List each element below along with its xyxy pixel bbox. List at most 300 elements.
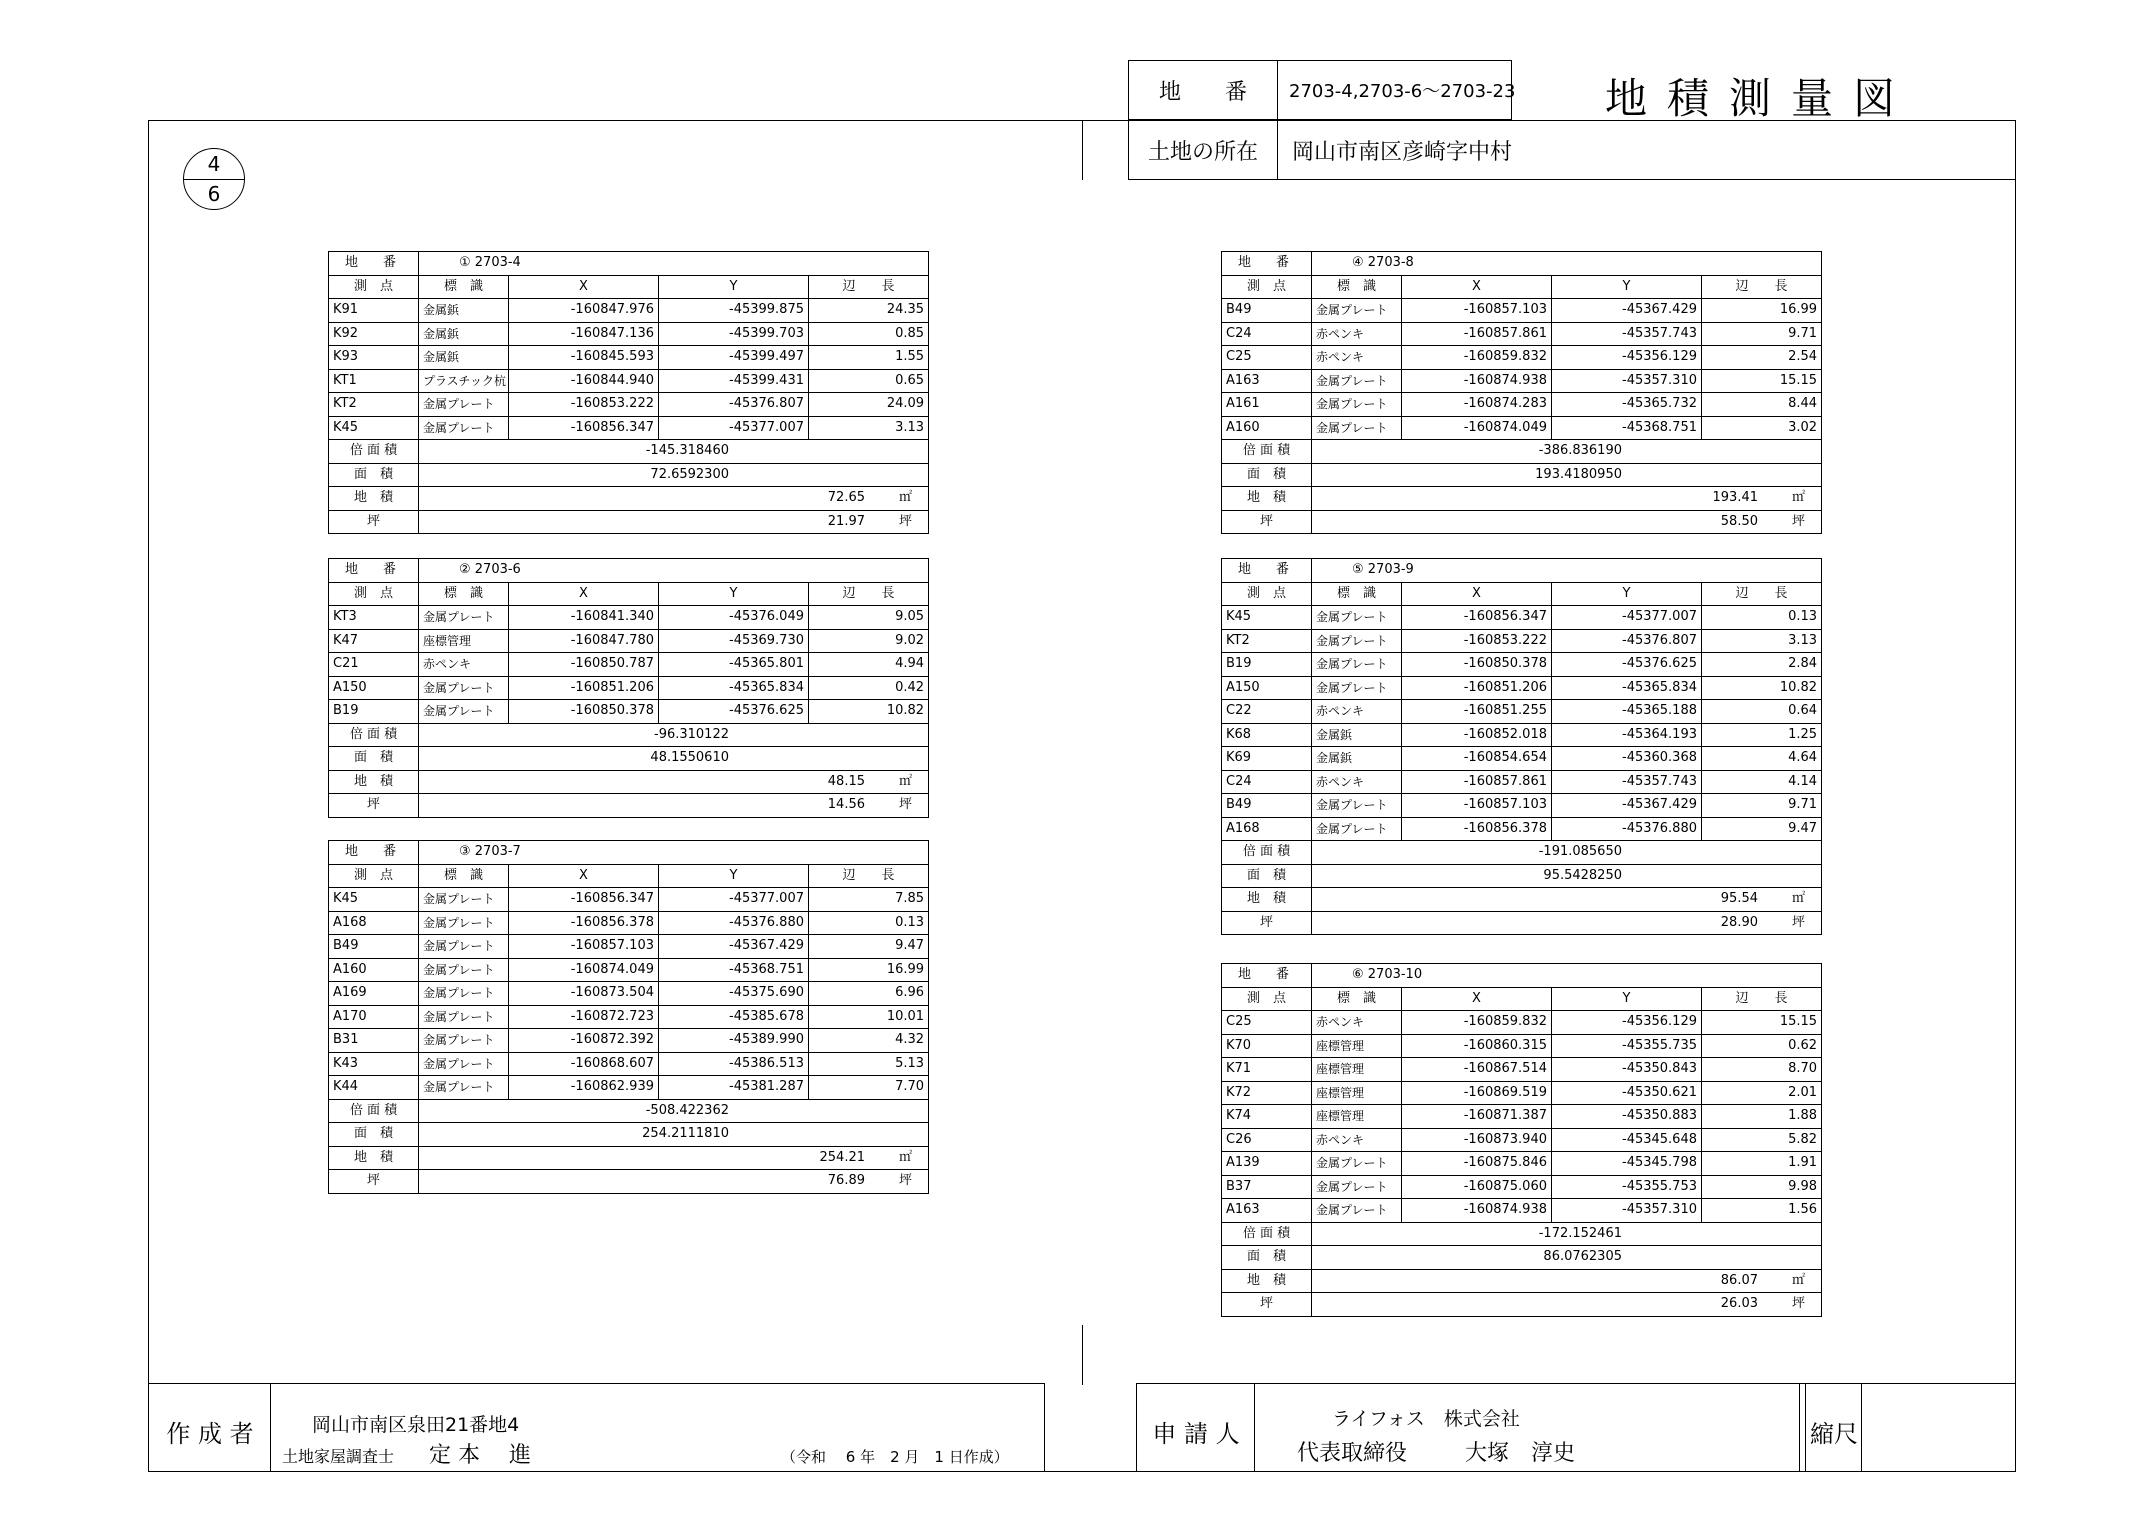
double-area-cell <box>419 440 929 464</box>
column-header-row <box>329 582 929 606</box>
area-label: 面 積 <box>1222 864 1312 888</box>
land-area-value: 72.65 <box>827 490 865 506</box>
edge-length: 6.96 <box>809 982 929 1006</box>
x-coordinate: -160874.049 <box>1402 416 1552 440</box>
x-coordinate: -160856.347 <box>509 416 659 440</box>
table-row <box>1222 299 1822 323</box>
tsubo-row <box>329 510 929 534</box>
x-coordinate: -160874.938 <box>1402 1199 1552 1223</box>
marker-type: 金属プレート <box>419 700 509 724</box>
parcel-row <box>329 252 929 276</box>
marker-type: 赤ペンキ <box>1312 346 1402 370</box>
y-coordinate: -45367.429 <box>659 935 809 959</box>
x-coordinate: -160856.347 <box>509 888 659 912</box>
x-coordinate: -160844.940 <box>509 369 659 393</box>
land-area-unit: ㎡ <box>1792 490 1806 506</box>
column-header-row <box>1222 275 1822 299</box>
column-header-row <box>1222 582 1822 606</box>
point-id: B19 <box>1222 653 1312 677</box>
x-coordinate: -160860.315 <box>1402 1034 1552 1058</box>
scale-divider <box>1799 1384 1806 1471</box>
land-area-row <box>329 770 929 794</box>
x-coordinate: -160851.255 <box>1402 700 1552 724</box>
applicant-role: 代表取締役 <box>1297 1441 1408 1466</box>
marker-type: 金属プレート <box>419 416 509 440</box>
y-coordinate: -45369.730 <box>659 629 809 653</box>
parcel-row <box>329 559 929 583</box>
col-header-point: 測 点 <box>1222 987 1312 1011</box>
x-coordinate: -160845.593 <box>509 346 659 370</box>
location-label: 土地の所在 <box>1129 121 1278 179</box>
sheet-number-badge <box>183 148 245 210</box>
col-header-x: X <box>1402 582 1552 606</box>
edge-length: 24.35 <box>809 299 929 323</box>
marker-type: 金属プレート <box>419 1005 509 1029</box>
tsubo-unit: 坪 <box>1792 513 1806 529</box>
tsubo-cell <box>1312 911 1822 935</box>
marker-type: 金属プレート <box>1312 629 1402 653</box>
table-row <box>329 346 929 370</box>
edge-length: 9.02 <box>809 629 929 653</box>
x-coordinate: -160854.654 <box>1402 747 1552 771</box>
land-area-value: 193.41 <box>1712 490 1758 506</box>
area-value: 48.1550610 <box>650 750 729 766</box>
area-row <box>329 1123 929 1147</box>
double-area-label: 倍 面 積 <box>1222 1222 1312 1246</box>
land-area-label: 地 積 <box>1222 487 1312 511</box>
point-id: A160 <box>329 958 419 982</box>
marker-type: 金属プレート <box>419 1029 509 1053</box>
land-area-row <box>1222 487 1822 511</box>
parcel-row <box>329 841 929 865</box>
y-coordinate: -45365.801 <box>659 653 809 677</box>
x-coordinate: -160875.846 <box>1402 1152 1552 1176</box>
y-coordinate: -45365.834 <box>1552 676 1702 700</box>
point-id: B19 <box>329 700 419 724</box>
area-label: 面 積 <box>329 1123 419 1147</box>
table-row <box>329 888 929 912</box>
edge-length: 1.55 <box>809 346 929 370</box>
marker-type: 金属プレート <box>419 888 509 912</box>
tsubo-label: 坪 <box>1222 1293 1312 1317</box>
area-cell <box>419 463 929 487</box>
marker-type: 金属プレート <box>1312 299 1402 323</box>
edge-length: 2.01 <box>1702 1081 1822 1105</box>
creator-label: 作 成 者 <box>166 1420 254 1448</box>
marker-type: 金属鋲 <box>419 299 509 323</box>
point-id: A170 <box>329 1005 419 1029</box>
area-label: 面 積 <box>329 747 419 771</box>
table-row <box>329 299 929 323</box>
table-row <box>1222 1034 1822 1058</box>
x-coordinate: -160859.832 <box>1402 1011 1552 1035</box>
double-area-value: -191.085650 <box>1538 844 1622 860</box>
y-coordinate: -45365.188 <box>1552 700 1702 724</box>
point-id: K44 <box>329 1076 419 1100</box>
edge-length: 10.82 <box>1702 676 1822 700</box>
y-coordinate: -45377.007 <box>1552 606 1702 630</box>
marker-type: 金属プレート <box>1312 1175 1402 1199</box>
point-id: C24 <box>1222 770 1312 794</box>
land-area-row <box>329 487 929 511</box>
tsubo-value: 28.90 <box>1720 914 1758 930</box>
x-coordinate: -160859.832 <box>1402 346 1552 370</box>
land-area-label: 地 積 <box>329 487 419 511</box>
point-id: K69 <box>1222 747 1312 771</box>
x-coordinate: -160850.378 <box>1402 653 1552 677</box>
point-id: B49 <box>1222 299 1312 323</box>
y-coordinate: -45389.990 <box>659 1029 809 1053</box>
y-coordinate: -45385.678 <box>659 1005 809 1029</box>
marker-type: プラスチック杭 <box>419 369 509 393</box>
col-header-y: Y <box>659 582 809 606</box>
land-area-unit: ㎡ <box>899 773 913 789</box>
creator-label-cell <box>149 1384 271 1471</box>
y-coordinate: -45377.007 <box>659 416 809 440</box>
edge-length: 9.47 <box>809 935 929 959</box>
tsubo-unit: 坪 <box>899 1173 913 1189</box>
y-coordinate: -45381.287 <box>659 1076 809 1100</box>
point-id: A168 <box>329 911 419 935</box>
applicant-box <box>1136 1383 2016 1472</box>
point-id: K74 <box>1222 1105 1312 1129</box>
y-coordinate: -45386.513 <box>659 1052 809 1076</box>
tsubo-label: 坪 <box>1222 510 1312 534</box>
double-area-value: -386.836190 <box>1538 443 1622 459</box>
land-area-unit: ㎡ <box>899 1149 913 1165</box>
double-area-value: -145.318460 <box>645 443 729 459</box>
table-row <box>329 935 929 959</box>
land-area-cell <box>1312 487 1822 511</box>
marker-type: 金属プレート <box>1312 817 1402 841</box>
y-coordinate: -45377.007 <box>659 888 809 912</box>
tsubo-unit: 坪 <box>1792 1296 1806 1312</box>
y-coordinate: -45356.129 <box>1552 346 1702 370</box>
parcel-id: ② 2703-6 <box>419 559 929 583</box>
fold-mark-top <box>1082 120 1083 180</box>
x-coordinate: -160853.222 <box>1402 629 1552 653</box>
marker-type: 座標管理 <box>419 629 509 653</box>
tsubo-label: 坪 <box>1222 911 1312 935</box>
y-coordinate: -45368.751 <box>1552 416 1702 440</box>
point-id: B49 <box>329 935 419 959</box>
tsubo-cell <box>419 510 929 534</box>
parcel-id: ④ 2703-8 <box>1312 252 1822 276</box>
point-id: A161 <box>1222 393 1312 417</box>
area-value: 193.4180950 <box>1535 466 1622 482</box>
tsubo-label: 坪 <box>329 1170 419 1194</box>
table-row <box>1222 1081 1822 1105</box>
parcel-number-label: 地 番 <box>1129 61 1278 119</box>
table-row <box>329 982 929 1006</box>
area-label: 面 積 <box>329 463 419 487</box>
point-id: B37 <box>1222 1175 1312 1199</box>
edge-length: 10.01 <box>809 1005 929 1029</box>
y-coordinate: -45364.193 <box>1552 723 1702 747</box>
tsubo-row <box>1222 911 1822 935</box>
tsubo-unit: 坪 <box>899 513 913 529</box>
table-row <box>329 629 929 653</box>
marker-type: 金属プレート <box>419 982 509 1006</box>
y-coordinate: -45367.429 <box>1552 794 1702 818</box>
point-id: A163 <box>1222 369 1312 393</box>
x-coordinate: -160857.103 <box>1402 794 1552 818</box>
edge-length: 3.02 <box>1702 416 1822 440</box>
marker-type: 金属プレート <box>419 1052 509 1076</box>
land-area-unit: ㎡ <box>899 490 913 506</box>
table-row <box>329 700 929 724</box>
table-row <box>1222 794 1822 818</box>
creator-role: 土地家屋調査士 <box>282 1447 395 1466</box>
sheet-divider <box>184 179 244 180</box>
parcel-row <box>1222 559 1822 583</box>
point-id: B31 <box>329 1029 419 1053</box>
area-row <box>329 463 929 487</box>
edge-length: 4.32 <box>809 1029 929 1053</box>
point-id: C22 <box>1222 700 1312 724</box>
table-row <box>329 369 929 393</box>
edge-length: 15.15 <box>1702 369 1822 393</box>
point-id: C25 <box>1222 1011 1312 1035</box>
land-area-cell <box>419 770 929 794</box>
scale-label: 縮尺 <box>1810 1420 1858 1448</box>
double-area-row <box>1222 440 1822 464</box>
land-area-value: 86.07 <box>1720 1272 1758 1288</box>
col-header-marker: 標 識 <box>1312 987 1402 1011</box>
edge-length: 9.71 <box>1702 322 1822 346</box>
table-row <box>1222 606 1822 630</box>
x-coordinate: -160875.060 <box>1402 1175 1552 1199</box>
y-coordinate: -45365.732 <box>1552 393 1702 417</box>
y-coordinate: -45355.753 <box>1552 1175 1702 1199</box>
area-value: 86.0762305 <box>1543 1249 1622 1265</box>
x-coordinate: -160856.378 <box>1402 817 1552 841</box>
parcel-id: ③ 2703-7 <box>419 841 929 865</box>
tsubo-row <box>329 794 929 818</box>
marker-type: 座標管理 <box>1312 1105 1402 1129</box>
point-id: K92 <box>329 322 419 346</box>
creator-name: 定 本 進 <box>429 1443 531 1468</box>
area-cell <box>419 1123 929 1147</box>
marker-type: 金属プレート <box>1312 1152 1402 1176</box>
land-area-label: 地 積 <box>1222 1269 1312 1293</box>
table-row <box>329 393 929 417</box>
col-header-x: X <box>509 582 659 606</box>
land-area-value: 48.15 <box>827 773 865 789</box>
x-coordinate: -160851.206 <box>1402 676 1552 700</box>
y-coordinate: -45350.883 <box>1552 1105 1702 1129</box>
edge-length: 1.91 <box>1702 1152 1822 1176</box>
x-coordinate: -160874.938 <box>1402 369 1552 393</box>
table-row <box>1222 723 1822 747</box>
y-coordinate: -45399.875 <box>659 299 809 323</box>
table-row <box>329 676 929 700</box>
table-row <box>329 606 929 630</box>
table-row <box>1222 817 1822 841</box>
point-id: A160 <box>1222 416 1312 440</box>
tsubo-unit: 坪 <box>1792 914 1806 930</box>
table-row <box>1222 416 1822 440</box>
x-coordinate: -160851.206 <box>509 676 659 700</box>
edge-length: 5.13 <box>809 1052 929 1076</box>
land-area-cell <box>1312 1269 1822 1293</box>
y-coordinate: -45376.625 <box>1552 653 1702 677</box>
edge-length: 0.64 <box>1702 700 1822 724</box>
x-coordinate: -160852.018 <box>1402 723 1552 747</box>
edge-length: 1.56 <box>1702 1199 1822 1223</box>
point-id: K47 <box>329 629 419 653</box>
edge-length: 10.82 <box>809 700 929 724</box>
land-area-cell <box>419 1146 929 1170</box>
edge-length: 4.64 <box>1702 747 1822 771</box>
edge-length: 16.99 <box>1702 299 1822 323</box>
y-coordinate: -45368.751 <box>659 958 809 982</box>
table-row <box>1222 346 1822 370</box>
y-coordinate: -45355.735 <box>1552 1034 1702 1058</box>
col-header-edge: 辺 長 <box>1702 987 1822 1011</box>
land-area-row <box>329 1146 929 1170</box>
y-coordinate: -45375.690 <box>659 982 809 1006</box>
col-header-marker: 標 識 <box>1312 582 1402 606</box>
double-area-cell <box>419 1099 929 1123</box>
x-coordinate: -160862.939 <box>509 1076 659 1100</box>
table-row <box>1222 1105 1822 1129</box>
coordinate-table <box>1221 963 1822 1317</box>
y-coordinate: -45357.743 <box>1552 770 1702 794</box>
x-coordinate: -160873.940 <box>1402 1128 1552 1152</box>
point-id: A150 <box>1222 676 1312 700</box>
land-area-cell <box>419 487 929 511</box>
parcel-label: 地 番 <box>1222 559 1312 583</box>
created-date: （令和 6 年 2 月 1 日作成） <box>781 1448 1009 1466</box>
point-id: A169 <box>329 982 419 1006</box>
parcel-row <box>1222 252 1822 276</box>
parcel-row <box>1222 964 1822 988</box>
edge-length: 7.85 <box>809 888 929 912</box>
y-coordinate: -45345.648 <box>1552 1128 1702 1152</box>
edge-length: 7.70 <box>809 1076 929 1100</box>
point-id: A163 <box>1222 1199 1312 1223</box>
parcel-label: 地 番 <box>329 559 419 583</box>
y-coordinate: -45376.807 <box>659 393 809 417</box>
land-area-unit: ㎡ <box>1792 1272 1806 1288</box>
coordinate-table <box>1221 251 1822 534</box>
edge-length: 9.05 <box>809 606 929 630</box>
parcel-id: ⑤ 2703-9 <box>1312 559 1822 583</box>
marker-type: 赤ペンキ <box>1312 700 1402 724</box>
point-id: KT3 <box>329 606 419 630</box>
marker-type: 座標管理 <box>1312 1058 1402 1082</box>
point-id: KT2 <box>329 393 419 417</box>
point-id: K71 <box>1222 1058 1312 1082</box>
y-coordinate: -45357.743 <box>1552 322 1702 346</box>
table-row <box>1222 393 1822 417</box>
marker-type: 座標管理 <box>1312 1034 1402 1058</box>
point-id: A168 <box>1222 817 1312 841</box>
table-row <box>1222 1058 1822 1082</box>
tsubo-cell <box>419 794 929 818</box>
col-header-point: 測 点 <box>329 864 419 888</box>
edge-length: 4.14 <box>1702 770 1822 794</box>
edge-length: 1.88 <box>1702 1105 1822 1129</box>
land-area-label: 地 積 <box>1222 888 1312 912</box>
applicant-label: 申 請 人 <box>1152 1420 1240 1448</box>
double-area-value: -508.422362 <box>645 1102 729 1118</box>
double-area-row <box>329 1099 929 1123</box>
x-coordinate: -160847.780 <box>509 629 659 653</box>
point-id: A139 <box>1222 1152 1312 1176</box>
point-id: B49 <box>1222 794 1312 818</box>
area-row <box>1222 1246 1822 1270</box>
edge-length: 0.13 <box>809 911 929 935</box>
x-coordinate: -160857.861 <box>1402 322 1552 346</box>
point-id: K70 <box>1222 1034 1312 1058</box>
land-area-cell <box>1312 888 1822 912</box>
col-header-y: Y <box>1552 275 1702 299</box>
x-coordinate: -160872.392 <box>509 1029 659 1053</box>
marker-type: 赤ペンキ <box>1312 770 1402 794</box>
table-row <box>1222 1128 1822 1152</box>
point-id: C21 <box>329 653 419 677</box>
col-header-point: 測 点 <box>329 275 419 299</box>
tsubo-row <box>1222 1293 1822 1317</box>
marker-type: 金属プレート <box>419 393 509 417</box>
double-area-row <box>1222 841 1822 865</box>
x-coordinate: -160867.514 <box>1402 1058 1552 1082</box>
edge-length: 15.15 <box>1702 1011 1822 1035</box>
x-coordinate: -160874.049 <box>509 958 659 982</box>
marker-type: 金属プレート <box>1312 393 1402 417</box>
sheet-total: 6 <box>207 182 221 206</box>
x-coordinate: -160857.103 <box>509 935 659 959</box>
edge-length: 16.99 <box>809 958 929 982</box>
y-coordinate: -45350.621 <box>1552 1081 1702 1105</box>
double-area-label: 倍 面 積 <box>1222 841 1312 865</box>
y-coordinate: -45345.798 <box>1552 1152 1702 1176</box>
point-id: K45 <box>329 888 419 912</box>
y-coordinate: -45399.431 <box>659 369 809 393</box>
applicant-name: 大塚 淳史 <box>1465 1441 1576 1466</box>
parcel-id: ① 2703-4 <box>419 252 929 276</box>
edge-length: 3.13 <box>1702 629 1822 653</box>
coordinate-table <box>328 251 929 534</box>
x-coordinate: -160872.723 <box>509 1005 659 1029</box>
point-id: K45 <box>329 416 419 440</box>
area-cell <box>419 747 929 771</box>
col-header-point: 測 点 <box>1222 275 1312 299</box>
area-row <box>329 747 929 771</box>
tsubo-row <box>329 1170 929 1194</box>
land-area-value: 254.21 <box>819 1149 865 1165</box>
marker-type: 金属鋲 <box>419 322 509 346</box>
col-header-point: 測 点 <box>1222 582 1312 606</box>
marker-type: 金属プレート <box>419 606 509 630</box>
x-coordinate: -160850.378 <box>509 700 659 724</box>
document-title: 地積測量図 <box>1605 74 1916 123</box>
x-coordinate: -160850.787 <box>509 653 659 677</box>
land-area-value: 95.54 <box>1720 891 1758 907</box>
marker-type: 金属プレート <box>419 1076 509 1100</box>
double-area-label: 倍 面 積 <box>329 440 419 464</box>
y-coordinate: -45356.129 <box>1552 1011 1702 1035</box>
y-coordinate: -45360.368 <box>1552 747 1702 771</box>
land-area-unit: ㎡ <box>1792 891 1806 907</box>
edge-length: 4.94 <box>809 653 929 677</box>
land-area-label: 地 積 <box>329 1146 419 1170</box>
edge-length: 0.85 <box>809 322 929 346</box>
edge-length: 0.62 <box>1702 1034 1822 1058</box>
tsubo-value: 14.56 <box>827 797 865 813</box>
